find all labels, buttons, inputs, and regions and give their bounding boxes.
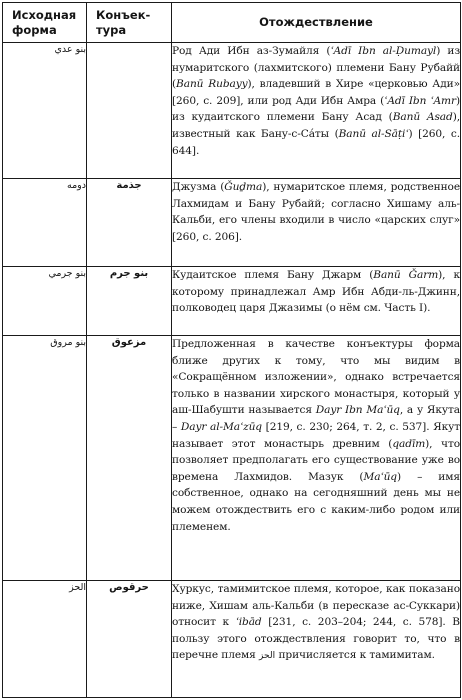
transliteration-text: Banū Asad: [392, 111, 453, 124]
conjecture-cell: مزعوق: [87, 336, 172, 581]
identification-text: ), известный как Бану-с-Са́ты (: [172, 111, 460, 140]
identification-cell: [172, 336, 461, 581]
identification-cell: [172, 179, 461, 267]
header-identification: Отождествление: [172, 3, 461, 43]
transliteration-text: Banū Rubayy: [176, 78, 248, 91]
transliteration-text: qadīm: [392, 437, 426, 450]
source-form-cell: بنو جرمي: [3, 267, 87, 336]
identification-text: ), к которому принадлежал Амр Ибн Абди-ль-Джинн, полководец царя Джазимы (о нём см. Часть I).: [172, 269, 461, 315]
identification-text: [231, с. 203–204; 244, с. 578]. В пользу этого отождествления говорит то, что в перечне племя: [172, 616, 460, 662]
header-conjecture: [87, 3, 172, 43]
header-conjecture-line2: тура: [96, 22, 127, 37]
identification-text: Кудаитское племя Бану Джарм (: [172, 269, 374, 281]
table-row: [3, 43, 461, 179]
identification-text: ) – имя собственное, однако на сегодняшний день мы не можем отождествить его с каким-либо родом или племенем.: [172, 470, 460, 533]
identification-text: ) из нумаритского (лахмитского) племени Бану Рубайй (: [172, 45, 460, 91]
identification-table: [2, 2, 461, 698]
transliteration-text: Banū al-Sāṭiʿ: [338, 127, 409, 140]
transliteration-text: Ǧuḏma: [224, 181, 263, 193]
identification-text: причисляется к тамимитам.: [275, 649, 435, 662]
identification-text: ) [260, с. 644].: [172, 127, 460, 157]
conjecture-cell: حرقوص: [87, 581, 172, 698]
conjecture-cell: [87, 43, 172, 179]
identification-text: ) из кудаитского племени Бану Асад (: [172, 94, 460, 124]
table-row: [3, 581, 461, 698]
identification-cell: [172, 267, 461, 336]
transliteration-text: ʿibād: [235, 616, 262, 629]
transliteration-text: ʿAdī Ibn al-Ḍumayl: [330, 45, 437, 57]
source-form-cell: بنو عدي: [3, 43, 87, 179]
table-row: [3, 267, 461, 336]
source-form-cell: الحز: [3, 581, 87, 698]
identification-text: ), владевший в Хире «церковью Ади» [260, с. 209], или род Ади Ибн Амра (: [172, 78, 460, 107]
identification-text: , а у Якута –: [172, 404, 460, 433]
identification-text: ), что позволяет предполагать его существование уже во времена Лахмидов. Мазук (: [172, 437, 460, 483]
conjecture-cell: بنو جرم: [87, 267, 172, 336]
identification-cell: [172, 581, 461, 698]
transliteration-text: Dayr al-Maʿzūq: [180, 420, 262, 433]
arabic-inline-text: الحز: [259, 651, 276, 662]
header-source-form-line1: Исходная: [12, 7, 77, 22]
table-header-row: [3, 3, 461, 43]
header-source-form: [3, 3, 87, 43]
table-row: [3, 179, 461, 267]
identification-text: ), нумаритское племя, родственное Лахмидам и Бану Рубайй; согласно Хишаму аль-Кальби, его члены входили в число «царских слуг» [260, с. 206].: [172, 181, 460, 243]
identification-text: [219, с. 230; 264, т. 2, с. 537]. Якут называет этот монастырь древним (: [172, 420, 461, 450]
header-conjecture-line1: Конъек-: [96, 7, 151, 22]
source-form-cell: دومه: [3, 179, 87, 267]
table-row: [3, 336, 461, 581]
identification-text: Хуркус, тамимитское племя, которое, как показано ниже, Хишам аль-Кальби (в пересказе ас-Суккари) относит к: [172, 583, 460, 629]
identification-text: Род Ади Ибн аз-Зумайля (: [172, 45, 331, 57]
transliteration-text: Dayr Ibn Maʿūq: [315, 404, 400, 417]
header-source-form-line2: форма: [12, 22, 57, 37]
identification-cell: [172, 43, 461, 179]
identification-text: Джузма (: [172, 181, 225, 193]
source-form-cell: بنو مروق: [3, 336, 87, 581]
transliteration-text: Maʿūq: [363, 470, 397, 483]
identification-text: Предложенная в качестве конъектуры форма ближе других к тому, что мы видим в «Сокращённом изложении», однако встречается только в названии хирского монастыря, который у аш-Шабушти называется: [172, 338, 460, 417]
transliteration-text: ʿAdī Ibn ʿAmr: [384, 94, 456, 107]
transliteration-text: Banū Ǧarm: [373, 269, 439, 281]
conjecture-cell: جذمة: [87, 179, 172, 267]
